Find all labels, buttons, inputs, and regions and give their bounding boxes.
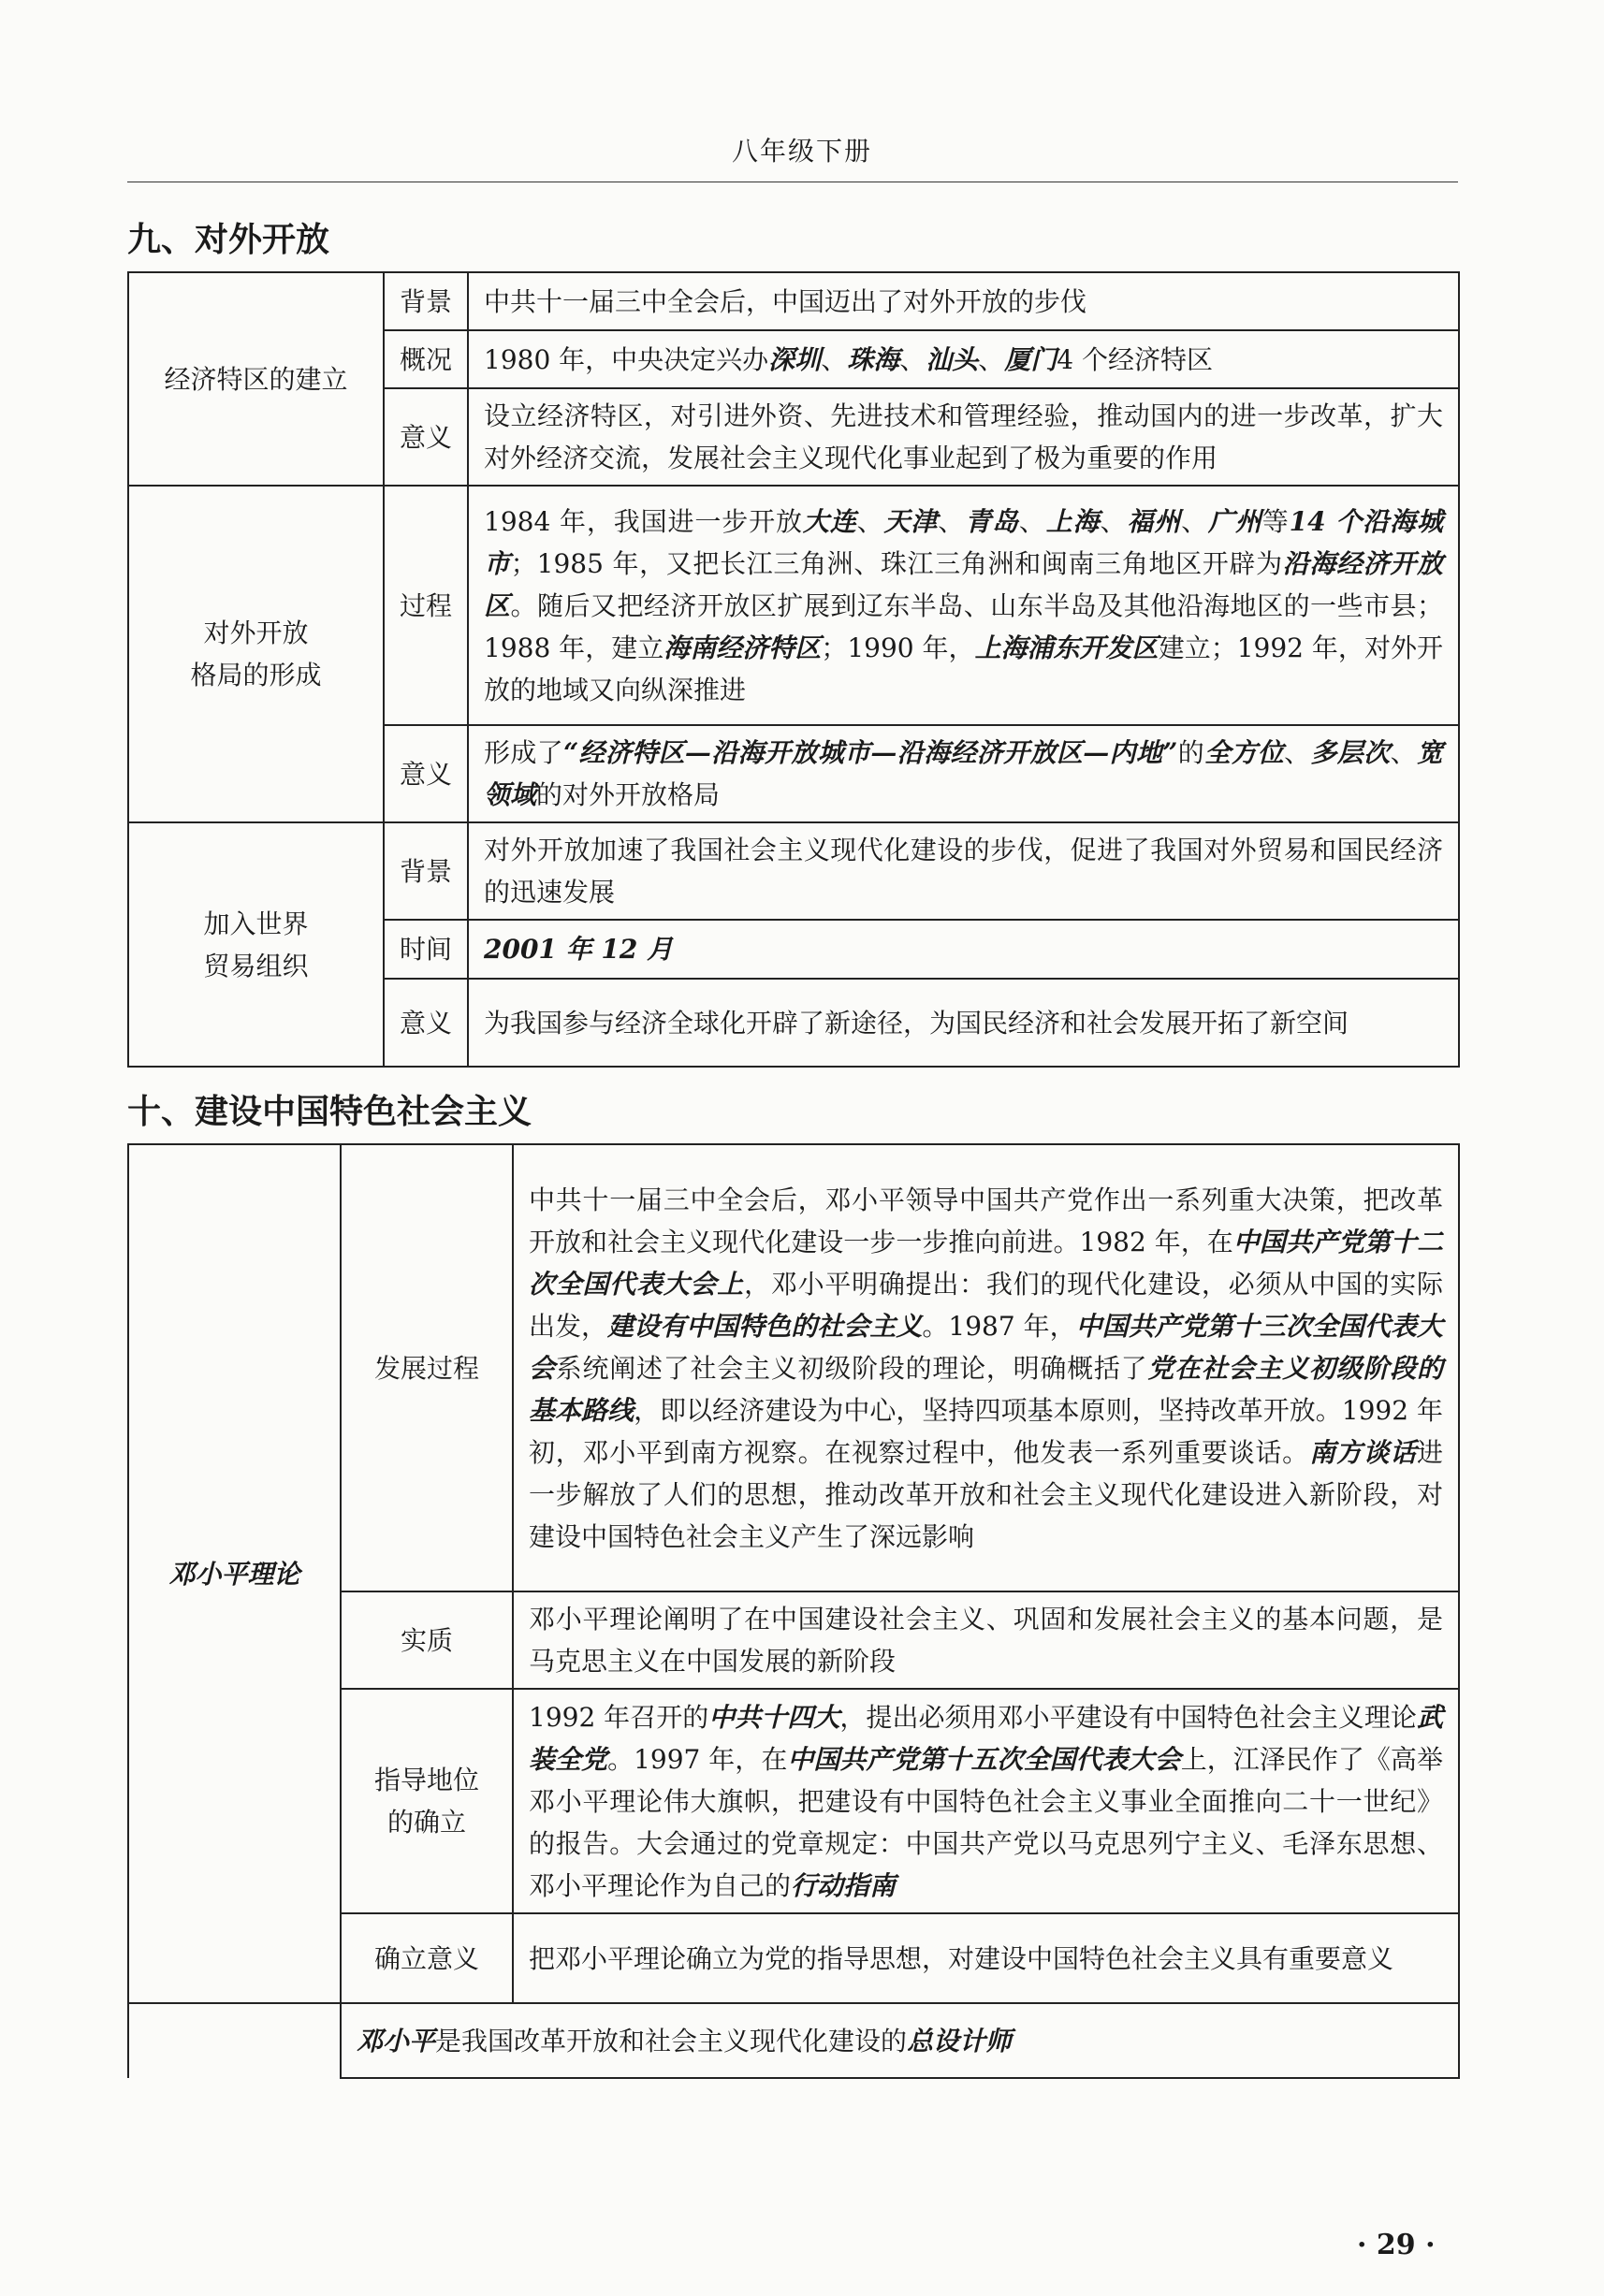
label-significance: 意义: [384, 388, 468, 486]
socialism-table: [127, 1143, 1460, 2079]
label-establish-significance: 确立意义: [341, 1913, 513, 2003]
summary-row: 邓小平是我国改革开放和社会主义现代化建设的总设计师: [341, 2003, 1459, 2078]
section-9-title: 九、对外开放: [127, 221, 330, 259]
special-zones-background: 中共十一届三中全会后，中国迈出了对外开放的步伐: [468, 272, 1459, 330]
label-development: 发展过程: [341, 1144, 513, 1591]
label-background: 背景: [384, 822, 468, 920]
category-wto: 加入世界 贸易组织: [128, 822, 384, 1067]
opening-pattern-significance: 形成了“经济特区—沿海开放城市—沿海经济开放区—内地”的全方位、多层次、宽领域的对外开放格局: [468, 725, 1459, 822]
opening-pattern-process: 1984 年，我国进一步开放大连、天津、青岛、上海、福州、广州等14 个沿海城市；1985 年，又把长江三角洲、珠江三角洲和闽南三角地区开辟为沿海经济开放区。随后又把经济开放区扩展到辽东半岛、山东半岛及其他沿海地区的一些市县；1988 年，建立海南经济特区；1990 年，上海浦东开发区建立；1992 年，对外开放的地域又向纵深推进: [468, 486, 1459, 725]
opening-up-table: [127, 271, 1460, 1068]
label-overview: 概况: [384, 330, 468, 388]
label-time: 时间: [384, 920, 468, 979]
label-significance: 意义: [384, 725, 468, 822]
wto-background: 对外开放加速了我国社会主义现代化建设的步伐，促进了我国对外贸易和国民经济的迅速发展: [468, 822, 1459, 920]
page-number: · 29 ·: [1357, 2229, 1436, 2261]
label-guiding: 指导地位 的确立: [341, 1689, 513, 1913]
category-special-zones: 经济特区的建立: [128, 272, 384, 486]
label-background: 背景: [384, 272, 468, 330]
establish-significance-text: 把邓小平理论确立为党的指导思想，对建设中国特色社会主义具有重要意义: [513, 1913, 1459, 2003]
wto-significance: 为我国参与经济全球化开辟了新途径，为国民经济和社会发展开拓了新空间: [468, 979, 1459, 1067]
special-zones-overview: 1980 年，中央决定兴办深圳、珠海、汕头、厦门4 个经济特区: [468, 330, 1459, 388]
development-text: 中共十一届三中全会后，邓小平领导中国共产党作出一系列重大决策，把改革开放和社会主义现代化建设一步一步推向前进。1982 年，在中国共产党第十二次全国代表大会上，邓小平明确提出：我们的现代化建设，必须从中国的实际出发，建设有中国特色的社会主义。1987 年，中国共产党第十三次全国代表大会系统阐述了社会主义初级阶段的理论，明确概括了党在社会主义初级阶段的基本路线，即以经济建设为中心，坚持四项基本原则，坚持改革开放。1992 年初，邓小平到南方视察。在视察过程中，他发表一系列重要谈话。南方谈话进一步解放了人们的思想，推动改革开放和社会主义现代化建设进入新阶段，对建设中国特色社会主义产生了深远影响: [513, 1144, 1459, 1591]
category-opening-pattern: 对外开放 格局的形成: [128, 486, 384, 822]
theory-name: 邓小平理论: [128, 1144, 341, 2003]
wto-time: 2001 年 12 月: [468, 920, 1459, 979]
label-significance: 意义: [384, 979, 468, 1067]
essence-text: 邓小平理论阐明了在中国建设社会主义、巩固和发展社会主义的基本问题，是马克思主义在中国发展的新阶段: [513, 1591, 1459, 1689]
label-essence: 实质: [341, 1591, 513, 1689]
guiding-text: 1992 年召开的中共十四大，提出必须用邓小平建设有中国特色社会主义理论武装全党。1997 年，在中国共产党第十五次全国代表大会上，江泽民作了《高举邓小平理论伟大旗帜，把建设有中国特色社会主义事业全面推向二十一世纪》的报告。大会通过的党章规定：中国共产党以马克思列宁主义、毛泽东思想、邓小平理论作为自己的行动指南: [513, 1689, 1459, 1913]
section-10-title: 十、建设中国特色社会主义: [127, 1093, 532, 1131]
label-process: 过程: [384, 486, 468, 725]
summary-spacer: [128, 2003, 341, 2078]
special-zones-significance: 设立经济特区，对引进外资、先进技术和管理经验，推动国内的进一步改革，扩大对外经济交流，发展社会主义现代化事业起到了极为重要的作用: [468, 388, 1459, 486]
page-header: 八年级下册: [731, 136, 872, 167]
